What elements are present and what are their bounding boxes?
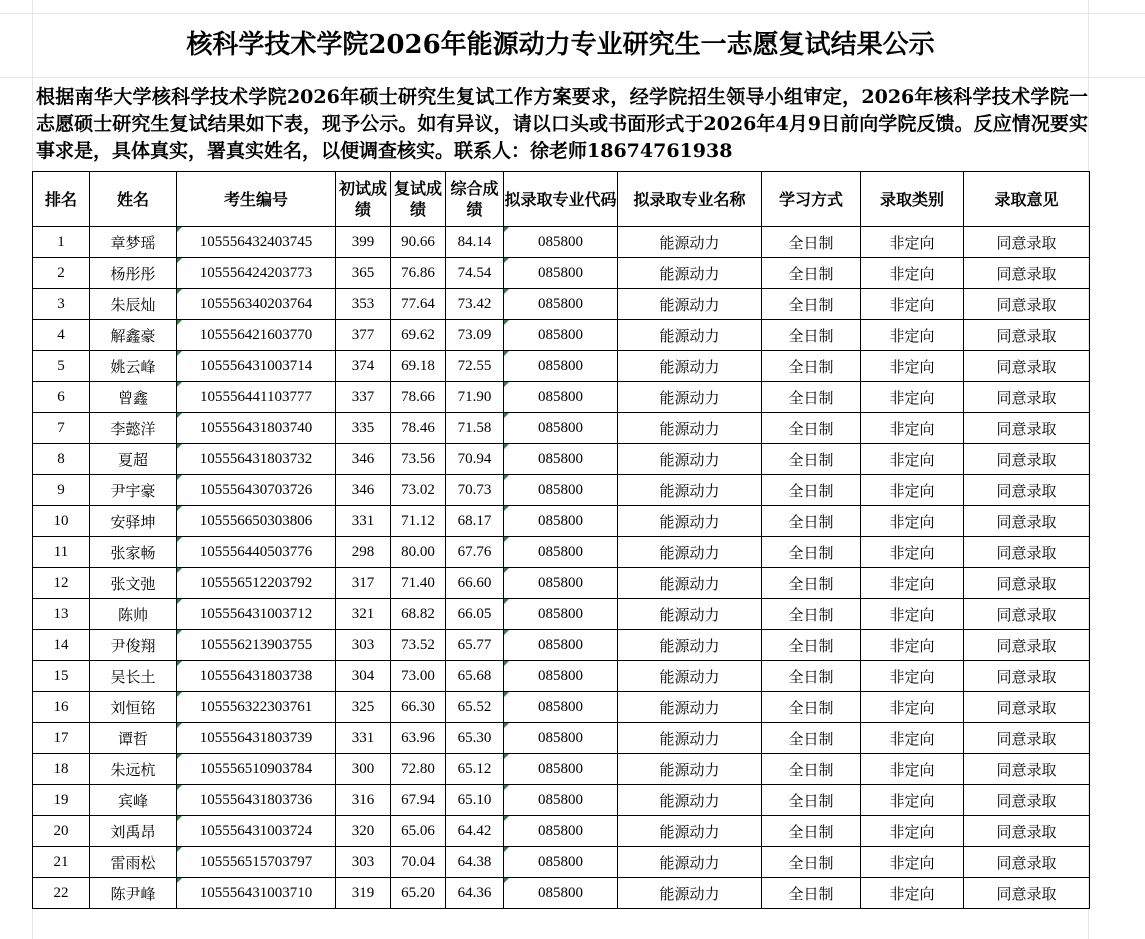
rank-cell[interactable]: 17 <box>33 723 90 754</box>
col-header-initial-score[interactable]: 初试成绩 <box>336 172 391 227</box>
decision-cell[interactable]: 同意录取 <box>964 816 1090 847</box>
name-cell[interactable]: 朱远杭 <box>90 754 177 785</box>
major-name-cell[interactable]: 能源动力 <box>618 289 762 320</box>
rank-cell[interactable]: 10 <box>33 506 90 537</box>
decision-cell[interactable]: 同意录取 <box>964 382 1090 413</box>
decision-cell[interactable]: 同意录取 <box>964 630 1090 661</box>
table-row <box>33 258 1090 289</box>
table-row <box>33 878 1090 909</box>
exam-id-cell[interactable]: 105556340203764 <box>177 289 336 320</box>
total-score-cell[interactable]: 71.90 <box>446 382 504 413</box>
admission-type-cell[interactable]: 非定向 <box>861 320 964 351</box>
admission-type-cell[interactable]: 非定向 <box>861 785 964 816</box>
initial-score-cell[interactable]: 320 <box>336 816 391 847</box>
initial-score-cell[interactable]: 331 <box>336 723 391 754</box>
table-row <box>33 444 1090 475</box>
initial-score-cell[interactable]: 399 <box>336 227 391 258</box>
study-mode-cell[interactable]: 全日制 <box>762 320 861 351</box>
major-code-cell[interactable]: 085800 <box>504 382 618 413</box>
name-cell[interactable]: 吴长土 <box>90 661 177 692</box>
total-score-cell[interactable]: 64.38 <box>446 847 504 878</box>
rank-cell[interactable]: 6 <box>33 382 90 413</box>
total-score-cell[interactable]: 67.76 <box>446 537 504 568</box>
total-score-cell[interactable]: 64.36 <box>446 878 504 909</box>
study-mode-cell[interactable]: 全日制 <box>762 537 861 568</box>
initial-score-cell[interactable]: 325 <box>336 692 391 723</box>
name-cell[interactable]: 解鑫豪 <box>90 320 177 351</box>
rank-cell[interactable]: 5 <box>33 351 90 382</box>
col-header-retest-score[interactable]: 复试成绩 <box>391 172 446 227</box>
table-row <box>33 568 1090 599</box>
exam-id-cell[interactable]: 105556431003712 <box>177 599 336 630</box>
study-mode-cell[interactable]: 全日制 <box>762 816 861 847</box>
major-name-cell[interactable]: 能源动力 <box>618 475 762 506</box>
table-row <box>33 816 1090 847</box>
major-code-cell[interactable]: 085800 <box>504 444 618 475</box>
major-code-cell[interactable]: 085800 <box>504 878 618 909</box>
results-table <box>32 171 1090 909</box>
major-code-cell[interactable]: 085800 <box>504 413 618 444</box>
rank-cell[interactable]: 19 <box>33 785 90 816</box>
total-score-cell[interactable]: 65.30 <box>446 723 504 754</box>
decision-cell[interactable]: 同意录取 <box>964 878 1090 909</box>
retest-score-cell[interactable]: 77.64 <box>391 289 446 320</box>
exam-id-cell[interactable]: 105556430703726 <box>177 475 336 506</box>
total-score-cell[interactable]: 73.09 <box>446 320 504 351</box>
exam-id-cell[interactable]: 105556440503776 <box>177 537 336 568</box>
study-mode-cell[interactable]: 全日制 <box>762 258 861 289</box>
table-row <box>33 661 1090 692</box>
retest-score-cell[interactable]: 69.18 <box>391 351 446 382</box>
retest-score-cell[interactable]: 65.06 <box>391 816 446 847</box>
admission-type-cell[interactable]: 非定向 <box>861 816 964 847</box>
retest-score-cell[interactable]: 63.96 <box>391 723 446 754</box>
decision-cell[interactable]: 同意录取 <box>964 413 1090 444</box>
total-score-cell[interactable]: 68.17 <box>446 506 504 537</box>
initial-score-cell[interactable]: 298 <box>336 537 391 568</box>
name-cell[interactable]: 张文弛 <box>90 568 177 599</box>
retest-score-cell[interactable]: 71.12 <box>391 506 446 537</box>
admission-type-cell[interactable]: 非定向 <box>861 661 964 692</box>
col-header-admission-type[interactable]: 录取类别 <box>861 172 964 227</box>
admission-type-cell[interactable]: 非定向 <box>861 630 964 661</box>
retest-score-cell[interactable]: 76.86 <box>391 258 446 289</box>
admission-type-cell[interactable]: 非定向 <box>861 692 964 723</box>
rank-cell[interactable]: 20 <box>33 816 90 847</box>
admission-type-cell[interactable]: 非定向 <box>861 227 964 258</box>
initial-score-cell[interactable]: 303 <box>336 630 391 661</box>
col-header-major-code[interactable]: 拟录取专业代码 <box>504 172 618 227</box>
decision-cell[interactable]: 同意录取 <box>964 785 1090 816</box>
major-name-cell[interactable]: 能源动力 <box>618 816 762 847</box>
table-row <box>33 227 1090 258</box>
initial-score-cell[interactable]: 346 <box>336 475 391 506</box>
name-cell[interactable]: 姚云峰 <box>90 351 177 382</box>
decision-cell[interactable]: 同意录取 <box>964 661 1090 692</box>
initial-score-cell[interactable]: 316 <box>336 785 391 816</box>
exam-id-cell[interactable]: 105556515703797 <box>177 847 336 878</box>
name-cell[interactable]: 刘禹昂 <box>90 816 177 847</box>
table-row <box>33 351 1090 382</box>
retest-score-cell[interactable]: 70.04 <box>391 847 446 878</box>
major-name-cell[interactable]: 能源动力 <box>618 413 762 444</box>
rank-cell[interactable]: 3 <box>33 289 90 320</box>
major-code-cell[interactable]: 085800 <box>504 351 618 382</box>
major-code-cell[interactable]: 085800 <box>504 289 618 320</box>
study-mode-cell[interactable]: 全日制 <box>762 723 861 754</box>
major-name-cell[interactable]: 能源动力 <box>618 258 762 289</box>
name-cell[interactable]: 陈帅 <box>90 599 177 630</box>
name-cell[interactable]: 刘恒铭 <box>90 692 177 723</box>
name-cell[interactable]: 张家畅 <box>90 537 177 568</box>
exam-id-cell[interactable]: 105556431803740 <box>177 413 336 444</box>
total-score-cell[interactable]: 66.60 <box>446 568 504 599</box>
decision-cell[interactable]: 同意录取 <box>964 723 1090 754</box>
study-mode-cell[interactable]: 全日制 <box>762 661 861 692</box>
gridline <box>0 77 1145 78</box>
total-score-cell[interactable]: 70.73 <box>446 475 504 506</box>
major-code-cell[interactable]: 085800 <box>504 599 618 630</box>
admission-type-cell[interactable]: 非定向 <box>861 258 964 289</box>
name-cell[interactable]: 夏超 <box>90 444 177 475</box>
rank-cell[interactable]: 18 <box>33 754 90 785</box>
initial-score-cell[interactable]: 374 <box>336 351 391 382</box>
admission-type-cell[interactable]: 非定向 <box>861 723 964 754</box>
col-header-study-mode[interactable]: 学习方式 <box>762 172 861 227</box>
total-score-cell[interactable]: 65.68 <box>446 661 504 692</box>
rank-cell[interactable]: 9 <box>33 475 90 506</box>
total-score-cell[interactable]: 73.42 <box>446 289 504 320</box>
rank-cell[interactable]: 14 <box>33 630 90 661</box>
table-row <box>33 599 1090 630</box>
initial-score-cell[interactable]: 353 <box>336 289 391 320</box>
retest-score-cell[interactable]: 90.66 <box>391 227 446 258</box>
major-code-cell[interactable]: 085800 <box>504 785 618 816</box>
exam-id-cell[interactable]: 105556431003724 <box>177 816 336 847</box>
col-header-total-score[interactable]: 综合成绩 <box>446 172 504 227</box>
retest-score-cell[interactable]: 69.62 <box>391 320 446 351</box>
rank-cell[interactable]: 8 <box>33 444 90 475</box>
exam-id-cell[interactable]: 105556431803738 <box>177 661 336 692</box>
major-name-cell[interactable]: 能源动力 <box>618 692 762 723</box>
decision-cell[interactable]: 同意录取 <box>964 506 1090 537</box>
admission-type-cell[interactable]: 非定向 <box>861 847 964 878</box>
admission-type-cell[interactable]: 非定向 <box>861 568 964 599</box>
admission-type-cell[interactable]: 非定向 <box>861 413 964 444</box>
admission-type-cell[interactable]: 非定向 <box>861 599 964 630</box>
name-cell[interactable]: 尹俊翔 <box>90 630 177 661</box>
table-row <box>33 320 1090 351</box>
major-name-cell[interactable]: 能源动力 <box>618 382 762 413</box>
study-mode-cell[interactable]: 全日制 <box>762 227 861 258</box>
name-cell[interactable]: 朱辰灿 <box>90 289 177 320</box>
initial-score-cell[interactable]: 321 <box>336 599 391 630</box>
major-name-cell[interactable]: 能源动力 <box>618 444 762 475</box>
exam-id-cell[interactable]: 105556510903784 <box>177 754 336 785</box>
decision-cell[interactable]: 同意录取 <box>964 320 1090 351</box>
col-header-exam-id[interactable]: 考生编号 <box>177 172 336 227</box>
exam-id-cell[interactable]: 105556322303761 <box>177 692 336 723</box>
admission-type-cell[interactable]: 非定向 <box>861 289 964 320</box>
decision-cell[interactable]: 同意录取 <box>964 258 1090 289</box>
study-mode-cell[interactable]: 全日制 <box>762 568 861 599</box>
rank-cell[interactable]: 21 <box>33 847 90 878</box>
col-header-name[interactable]: 姓名 <box>90 172 177 227</box>
decision-cell[interactable]: 同意录取 <box>964 568 1090 599</box>
decision-cell[interactable]: 同意录取 <box>964 475 1090 506</box>
major-code-cell[interactable]: 085800 <box>504 568 618 599</box>
major-name-cell[interactable]: 能源动力 <box>618 599 762 630</box>
admission-type-cell[interactable]: 非定向 <box>861 754 964 785</box>
page-title: 核科学技术学院2026年能源动力专业研究生一志愿复试结果公示 <box>186 30 935 60</box>
major-code-cell[interactable]: 085800 <box>504 475 618 506</box>
major-code-cell[interactable]: 085800 <box>504 692 618 723</box>
decision-cell[interactable]: 同意录取 <box>964 289 1090 320</box>
retest-score-cell[interactable]: 73.02 <box>391 475 446 506</box>
retest-score-cell[interactable]: 78.66 <box>391 382 446 413</box>
study-mode-cell[interactable]: 全日制 <box>762 847 861 878</box>
retest-score-cell[interactable]: 65.20 <box>391 878 446 909</box>
decision-cell[interactable]: 同意录取 <box>964 847 1090 878</box>
admission-type-cell[interactable]: 非定向 <box>861 475 964 506</box>
table-row <box>33 630 1090 661</box>
admission-type-cell[interactable]: 非定向 <box>861 878 964 909</box>
major-code-cell[interactable]: 085800 <box>504 847 618 878</box>
major-code-cell[interactable]: 085800 <box>504 723 618 754</box>
retest-score-cell[interactable]: 73.00 <box>391 661 446 692</box>
major-code-cell[interactable]: 085800 <box>504 630 618 661</box>
table-row <box>33 754 1090 785</box>
initial-score-cell[interactable]: 304 <box>336 661 391 692</box>
name-cell[interactable]: 杨彤彤 <box>90 258 177 289</box>
admission-type-cell[interactable]: 非定向 <box>861 382 964 413</box>
retest-score-cell[interactable]: 80.00 <box>391 537 446 568</box>
study-mode-cell[interactable]: 全日制 <box>762 878 861 909</box>
major-name-cell[interactable]: 能源动力 <box>618 537 762 568</box>
exam-id-cell[interactable]: 105556431003710 <box>177 878 336 909</box>
table-row <box>33 475 1090 506</box>
rank-cell[interactable]: 2 <box>33 258 90 289</box>
table-row <box>33 723 1090 754</box>
decision-cell[interactable]: 同意录取 <box>964 444 1090 475</box>
exam-id-cell[interactable]: 105556424203773 <box>177 258 336 289</box>
initial-score-cell[interactable]: 319 <box>336 878 391 909</box>
name-cell[interactable]: 谭哲 <box>90 723 177 754</box>
header-row <box>33 172 1090 227</box>
major-code-cell[interactable]: 085800 <box>504 258 618 289</box>
initial-score-cell[interactable]: 300 <box>336 754 391 785</box>
rank-cell[interactable]: 16 <box>33 692 90 723</box>
rank-cell[interactable]: 13 <box>33 599 90 630</box>
study-mode-cell[interactable]: 全日制 <box>762 289 861 320</box>
total-score-cell[interactable]: 65.52 <box>446 692 504 723</box>
total-score-cell[interactable]: 71.58 <box>446 413 504 444</box>
study-mode-cell[interactable]: 全日制 <box>762 754 861 785</box>
name-cell[interactable]: 陈尹峰 <box>90 878 177 909</box>
study-mode-cell[interactable]: 全日制 <box>762 444 861 475</box>
rank-cell[interactable]: 15 <box>33 661 90 692</box>
initial-score-cell[interactable]: 335 <box>336 413 391 444</box>
major-name-cell[interactable]: 能源动力 <box>618 723 762 754</box>
study-mode-cell[interactable]: 全日制 <box>762 506 861 537</box>
major-code-cell[interactable]: 085800 <box>504 816 618 847</box>
decision-cell[interactable]: 同意录取 <box>964 227 1090 258</box>
major-name-cell[interactable]: 能源动力 <box>618 568 762 599</box>
name-cell[interactable]: 安驿坤 <box>90 506 177 537</box>
major-name-cell[interactable]: 能源动力 <box>618 227 762 258</box>
admission-type-cell[interactable]: 非定向 <box>861 444 964 475</box>
name-cell[interactable]: 李懿洋 <box>90 413 177 444</box>
study-mode-cell[interactable]: 全日制 <box>762 785 861 816</box>
col-header-decision[interactable]: 录取意见 <box>964 172 1090 227</box>
exam-id-cell[interactable]: 105556512203792 <box>177 568 336 599</box>
exam-id-cell[interactable]: 105556441103777 <box>177 382 336 413</box>
study-mode-cell[interactable]: 全日制 <box>762 630 861 661</box>
exam-id-cell[interactable]: 105556431803736 <box>177 785 336 816</box>
admission-type-cell[interactable]: 非定向 <box>861 537 964 568</box>
decision-cell[interactable]: 同意录取 <box>964 599 1090 630</box>
table-row <box>33 537 1090 568</box>
exam-id-cell[interactable]: 105556421603770 <box>177 320 336 351</box>
initial-score-cell[interactable]: 337 <box>336 382 391 413</box>
initial-score-cell[interactable]: 303 <box>336 847 391 878</box>
study-mode-cell[interactable]: 全日制 <box>762 351 861 382</box>
major-name-cell[interactable]: 能源动力 <box>618 630 762 661</box>
rank-cell[interactable]: 11 <box>33 537 90 568</box>
major-code-cell[interactable]: 085800 <box>504 754 618 785</box>
exam-id-cell[interactable]: 105556431003714 <box>177 351 336 382</box>
major-name-cell[interactable]: 能源动力 <box>618 506 762 537</box>
notice-paragraph: 根据南华大学核科学技术学院2026年硕士研究生复试工作方案要求，经学院招生领导小组审定，2026年核科学技术学院一志愿硕士研究生复试结果如下表，现予公示。如有异议，请以口头或书面形式于2026年4月9日前向学院反馈。反应情况要实事求是，具体真实，署真实姓名，以便调查核实。联系人：徐老师18674761938 <box>36 86 1088 162</box>
rank-cell[interactable]: 7 <box>33 413 90 444</box>
retest-score-cell[interactable]: 72.80 <box>391 754 446 785</box>
study-mode-cell[interactable]: 全日制 <box>762 475 861 506</box>
study-mode-cell[interactable]: 全日制 <box>762 599 861 630</box>
initial-score-cell[interactable]: 365 <box>336 258 391 289</box>
decision-cell[interactable]: 同意录取 <box>964 692 1090 723</box>
total-score-cell[interactable]: 64.42 <box>446 816 504 847</box>
exam-id-cell[interactable]: 105556650303806 <box>177 506 336 537</box>
admission-type-cell[interactable]: 非定向 <box>861 351 964 382</box>
total-score-cell[interactable]: 84.14 <box>446 227 504 258</box>
admission-type-cell[interactable]: 非定向 <box>861 506 964 537</box>
decision-cell[interactable]: 同意录取 <box>964 754 1090 785</box>
retest-score-cell[interactable]: 66.30 <box>391 692 446 723</box>
rank-cell[interactable]: 1 <box>33 227 90 258</box>
table-row <box>33 847 1090 878</box>
exam-id-cell[interactable]: 105556431803739 <box>177 723 336 754</box>
name-cell[interactable]: 雷雨松 <box>90 847 177 878</box>
total-score-cell[interactable]: 66.05 <box>446 599 504 630</box>
table-row <box>33 506 1090 537</box>
name-cell[interactable]: 章梦瑶 <box>90 227 177 258</box>
major-code-cell[interactable]: 085800 <box>504 537 618 568</box>
total-score-cell[interactable]: 65.10 <box>446 785 504 816</box>
table-row <box>33 692 1090 723</box>
initial-score-cell[interactable]: 331 <box>336 506 391 537</box>
exam-id-cell[interactable]: 105556431803732 <box>177 444 336 475</box>
initial-score-cell[interactable]: 377 <box>336 320 391 351</box>
table-row <box>33 413 1090 444</box>
retest-score-cell[interactable]: 73.56 <box>391 444 446 475</box>
retest-score-cell[interactable]: 68.82 <box>391 599 446 630</box>
table-row <box>33 289 1090 320</box>
major-name-cell[interactable]: 能源动力 <box>618 754 762 785</box>
major-code-cell[interactable]: 085800 <box>504 661 618 692</box>
major-code-cell[interactable]: 085800 <box>504 227 618 258</box>
retest-score-cell[interactable]: 71.40 <box>391 568 446 599</box>
retest-score-cell[interactable]: 67.94 <box>391 785 446 816</box>
rank-cell[interactable]: 4 <box>33 320 90 351</box>
decision-cell[interactable]: 同意录取 <box>964 351 1090 382</box>
total-score-cell[interactable]: 74.54 <box>446 258 504 289</box>
table-row <box>33 785 1090 816</box>
major-code-cell[interactable]: 085800 <box>504 506 618 537</box>
exam-id-cell[interactable]: 105556213903755 <box>177 630 336 661</box>
initial-score-cell[interactable]: 346 <box>336 444 391 475</box>
exam-id-cell[interactable]: 105556432403745 <box>177 227 336 258</box>
col-header-major-name[interactable]: 拟录取专业名称 <box>618 172 762 227</box>
major-name-cell[interactable]: 能源动力 <box>618 661 762 692</box>
col-header-rank[interactable]: 排名 <box>33 172 90 227</box>
major-name-cell[interactable]: 能源动力 <box>618 351 762 382</box>
major-name-cell[interactable]: 能源动力 <box>618 320 762 351</box>
major-code-cell[interactable]: 085800 <box>504 320 618 351</box>
rank-cell[interactable]: 22 <box>33 878 90 909</box>
major-name-cell[interactable]: 能源动力 <box>618 878 762 909</box>
study-mode-cell[interactable]: 全日制 <box>762 413 861 444</box>
major-name-cell[interactable]: 能源动力 <box>618 847 762 878</box>
name-cell[interactable]: 尹宇豪 <box>90 475 177 506</box>
total-score-cell[interactable]: 65.12 <box>446 754 504 785</box>
retest-score-cell[interactable]: 73.52 <box>391 630 446 661</box>
total-score-cell[interactable]: 65.77 <box>446 630 504 661</box>
study-mode-cell[interactable]: 全日制 <box>762 382 861 413</box>
name-cell[interactable]: 宾峰 <box>90 785 177 816</box>
table-row <box>33 382 1090 413</box>
major-name-cell[interactable]: 能源动力 <box>618 785 762 816</box>
initial-score-cell[interactable]: 317 <box>336 568 391 599</box>
study-mode-cell[interactable]: 全日制 <box>762 692 861 723</box>
table-body <box>33 227 1090 909</box>
total-score-cell[interactable]: 70.94 <box>446 444 504 475</box>
total-score-cell[interactable]: 72.55 <box>446 351 504 382</box>
retest-score-cell[interactable]: 78.46 <box>391 413 446 444</box>
rank-cell[interactable]: 12 <box>33 568 90 599</box>
name-cell[interactable]: 曾鑫 <box>90 382 177 413</box>
decision-cell[interactable]: 同意录取 <box>964 537 1090 568</box>
